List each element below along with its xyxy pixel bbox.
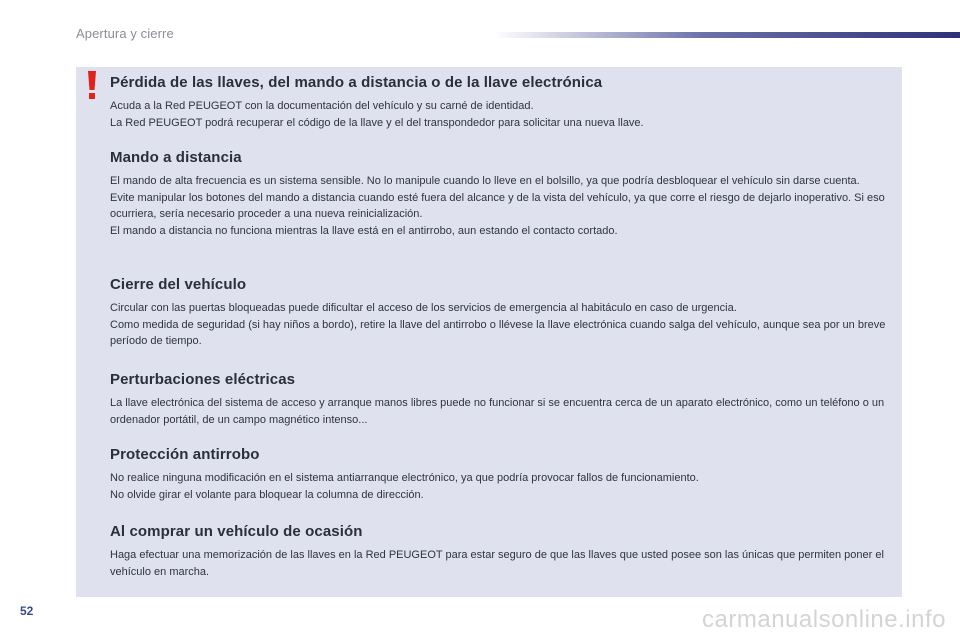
section-text: La Red PEUGEOT podrá recuperar el código de la llave y el del transpondedor para solicitar una nueva llave. — [110, 116, 644, 129]
section-used-vehicle — [110, 523, 890, 580]
section-title: Perturbaciones eléctricas — [110, 371, 296, 388]
section-text: El mando a distancia no funciona mientras la llave está en el antirrobo, aun estando el contacto cortado. — [110, 224, 618, 237]
section-text: Haga efectuar una memorización de las llaves en la Red PEUGEOT para estar seguro de que las llaves que usted posee son las únicas que permiten poner el vehículo en marcha. — [110, 549, 884, 578]
section-text: El mando de alta frecuencia es un sistema sensible. No lo manipule cuando lo lleve en el bolsillo, ya que podría desbloquear el vehículo sin darse cuenta. — [110, 175, 860, 187]
section-text: Acuda a la Red PEUGEOT con la documentación del vehículo y su carné de identidad. — [110, 100, 534, 112]
section-anti-theft — [110, 446, 890, 503]
section-electrical-interference — [110, 371, 890, 428]
section-title: Protección antirrobo — [110, 446, 260, 463]
section-title: Cierre del vehículo — [110, 276, 247, 293]
section-title: Pérdida de las llaves, del mando a distancia o de la llave electrónica — [110, 74, 603, 91]
page-header-title: Apertura y cierre — [76, 26, 174, 41]
section-text: Evite manipular los botones del mando a distancia cuando esté fuera del alcance y de la vista del vehículo, ya que corre el riesgo de dejarlo inoperativo. Si eso ocurriera, sería necesario proceder a una nueva reinicialización. — [110, 191, 885, 220]
section-text: No olvide girar el volante para bloquear la columna de dirección. — [110, 488, 424, 501]
exclamation-icon — [84, 70, 100, 100]
page-number: 52 — [20, 604, 34, 618]
header-gradient-bar — [495, 32, 960, 38]
section-text: No realice ninguna modificación en el sistema antiarranque electrónico, ya que podría provocar fallos de funcionamiento. — [110, 472, 699, 484]
section-text: Circular con las puertas bloqueadas puede dificultar el acceso de los servicios de emergencia al habitáculo en caso de urgencia. — [110, 302, 737, 314]
section-lost-keys — [110, 74, 890, 131]
section-remote-control — [110, 149, 890, 239]
section-title: Mando a distancia — [110, 149, 242, 166]
watermark-text: carmanualsonline.info — [702, 606, 946, 633]
section-text: Como medida de seguridad (si hay niños a bordo), retire la llave del antirrobo o llévese la llave electrónica cuando salga del vehículo, aunque sea por un breve período de tiempo. — [110, 318, 886, 347]
section-text: La llave electrónica del sistema de acceso y arranque manos libres puede no funcionar si se encuentra cerca de un aparato electrónico, como un teléfono o un ordenador portátil, de un campo magnético intenso... — [110, 397, 885, 426]
section-title: Al comprar un vehículo de ocasión — [110, 523, 363, 540]
section-vehicle-locking — [110, 276, 890, 350]
